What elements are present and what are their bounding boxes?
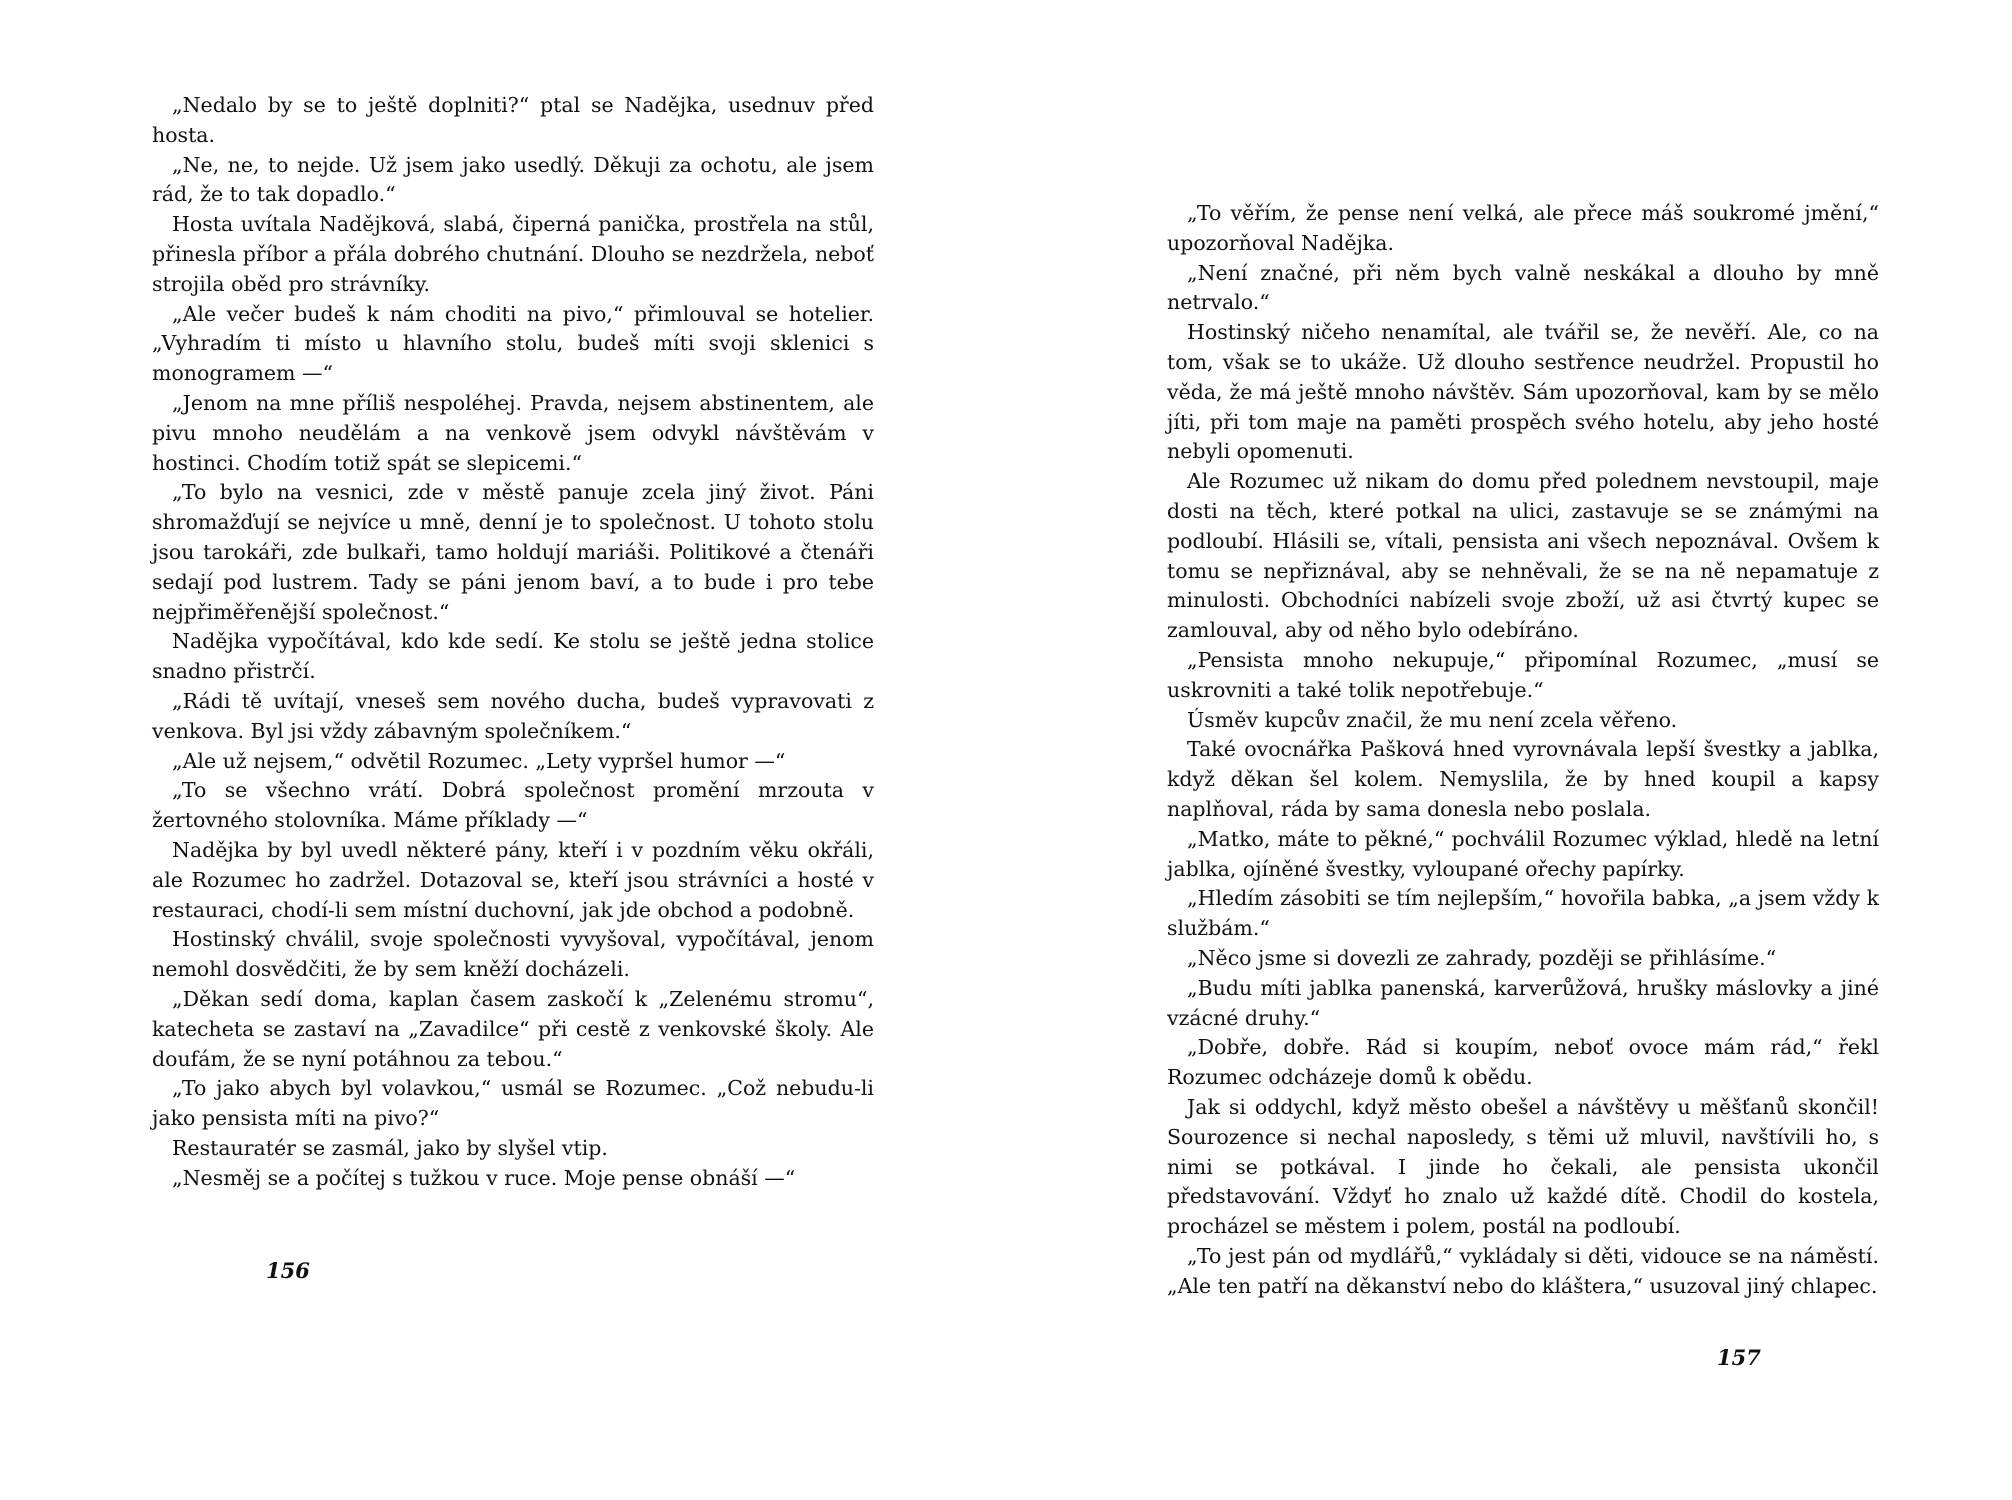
paragraph: Restauratér se zasmál, jako by slyšel vtip. [172, 1135, 608, 1160]
paragraph: „Děkan sedí doma, kaplan časem zaskočí k „Zelenému stromu“, katecheta se zastaví na „Zavadilce“ při cestě z venkovské školy. Ale doufám, že se nyní potáhnou za tebou.“ [152, 986, 874, 1071]
paragraph: „To jest pán od mydlářů,“ vykládaly si děti, vidouce se na náměstí. „Ale ten patří na děkanství nebo do kláštera,“ usuzoval jiný chlapec. [1167, 1243, 1879, 1298]
paragraph: „Jenom na mne příliš nespoléhej. Pravda, nejsem abstinentem, ale pivu mnoho neudělám a na venkově jsem odvykl návštěvám v hostinci. Chodím totiž spát se slepicemi.“ [152, 390, 874, 475]
paragraph: „Není značné, při něm bych valně neskákal a dlouho by mně netrvalo.“ [1167, 260, 1879, 315]
paragraph: „Ale večer budeš k nám choditi na pivo,“ přimlouval se hotelier. „Vyhradím ti místo u hlavního stolu, budeš míti svoji sklenici s monogramem —“ [152, 301, 874, 386]
paragraph: Ale Rozumec už nikam do domu před polednem nevstoupil, maje dosti na těch, které potkal na ulici, zastavuje se se známými na podloubí. Hlásili se, vítali, pensista ani všech nepoznával. Ovšem k tomu se nepřiznával, aby se nehněvali, že se na ně nepamatuje z minulosti. Obchodníci nabízeli svoje zboží, už asi čtvrtý kupec se zamlouval, aby od něho bylo odebíráno. [1167, 469, 1879, 643]
paragraph: „Dobře, dobře. Rád si koupím, neboť ovoce mám rád,“ řekl Rozumec odcházeje domů k obědu. [1167, 1035, 1879, 1090]
paragraph: Hostinský chválil, svoje společnosti vyvyšoval, vypočítával, jenom nemohl dosvědčiti, že by sem kněží docházeli. [152, 927, 874, 982]
paragraph: „To bylo na vesnici, zde v městě panuje zcela jiný život. Páni shromažďují se nejvíce u mně, denní je to společnost. U tohoto stolu jsou tarokáři, zde bulkaři, tamo holdují mariáši. Politikové a čtenáři sedají pod lustrem. Tady se páni jenom baví, a to bude i pro tebe nejpřiměřenější společnost.“ [152, 480, 874, 624]
paragraph: Nadějka by byl uvedl některé pány, kteří i v pozdním věku okřáli, ale Rozumec ho zadržel. Dotazoval se, kteří jsou strávníci a hosté v restauraci, chodí-li sem místní duchovní, jak jde obchod a podobně. [152, 837, 874, 922]
right-page [1167, 199, 1879, 1301]
paragraph: Úsměv kupcův značil, že mu není zcela věřeno. [1187, 707, 1678, 732]
paragraph: „Nedalo by se to ještě doplniti?“ ptal se Nadějka, usednuv před hosta. [152, 93, 874, 147]
paragraph: Nadějka vypočítával, kdo kde sedí. Ke stolu se ještě jedna stolice snadno přistrčí. [152, 629, 874, 684]
paragraph: „Pensista mnoho nekupuje,“ připomínal Rozumec, „musí se uskrovniti a také tolik nepotřebuje.“ [1167, 647, 1879, 702]
paragraph: Také ovocnářka Pašková hned vyrovnávala lepší švestky a jablka, když děkan šel kolem. Nemyslila, že by hned koupil a kapsy naplňoval, ráda by sama donesla nebo poslala. [1167, 737, 1879, 821]
paragraph: Hosta uvítala Nadějková, slabá, čiperná panička, prostřela na stůl, přinesla příbor a přála dobrého chutnání. Dlouho se nezdržela, neboť strojila oběd pro strávníky. [152, 212, 874, 296]
paragraph: „Nesměj se a počítej s tužkou v ruce. Moje pense obnáší —“ [172, 1165, 796, 1190]
paragraph: „To jako abych byl volavkou,“ usmál se Rozumec. „Což nebudu-li jako pensista míti na pivo?“ [152, 1076, 874, 1131]
paragraph: „Matko, máte to pěkné,“ pochválil Rozumec výklad, hledě na letní jablka, ojíněné švestky, vyloupané ořechy papírky. [1167, 826, 1879, 881]
paragraph: „Ale už nejsem,“ odvětil Rozumec. „Lety vypršel humor —“ [172, 748, 786, 773]
paragraph: „Něco jsme si dovezli ze zahrady, později se přihlásíme.“ [1187, 945, 1777, 970]
page-number-left: 156 [266, 1258, 310, 1283]
paragraph: „To se všechno vrátí. Dobrá společnost promění mrzouta v žertovného stolovníka. Máme příklady —“ [152, 778, 874, 833]
page-number-right: 157 [1717, 1345, 1761, 1370]
paragraph: „Rádi tě uvítají, vneseš sem nového ducha, budeš vypravovati z venkova. Byl jsi vždy zábavným společníkem.“ [152, 688, 874, 743]
paragraph: „To věřím, že pense není velká, ale přece máš soukromé jmění,“ upozorňoval Nadějka. [1167, 201, 1879, 255]
paragraph: Jak si oddychl, když město obešel a návštěvy u měšťanů skončil! Sourozence si nechal naposledy, s těmi už mluvil, navštívili ho, s nimi se potkával. I jinde ho čekali, ale pensista ukončil představování. Vždyť ho znalo už každé dítě. Chodil do kostela, procházel se městem i polem, postál na podloubí. [1167, 1094, 1879, 1239]
paragraph: Hostinský ničeho nenamítal, ale tvářil se, že nevěří. Ale, co na tom, však se to ukáže. Už dlouho sestřence neudržel. Propustil ho věda, že má ještě mnoho návštěv. Sám upozorňoval, kam by se mělo jíti, při tom maje na paměti prospěch svého hotelu, aby jeho hosté nebyli opomenuti. [1167, 320, 1879, 464]
left-page [152, 91, 874, 1193]
paragraph: „Budu míti jablka panenská, karverůžová, hrušky máslovky a jiné vzácné druhy.“ [1167, 975, 1879, 1030]
paragraph: „Ne, ne, to nejde. Už jsem jako usedlý. Děkuji za ochotu, ale jsem rád, že to tak dopadlo.“ [152, 152, 874, 207]
paragraph: „Hledím zásobiti se tím nejlepším,“ hovořila babka, „a jsem vždy k službám.“ [1167, 886, 1879, 941]
